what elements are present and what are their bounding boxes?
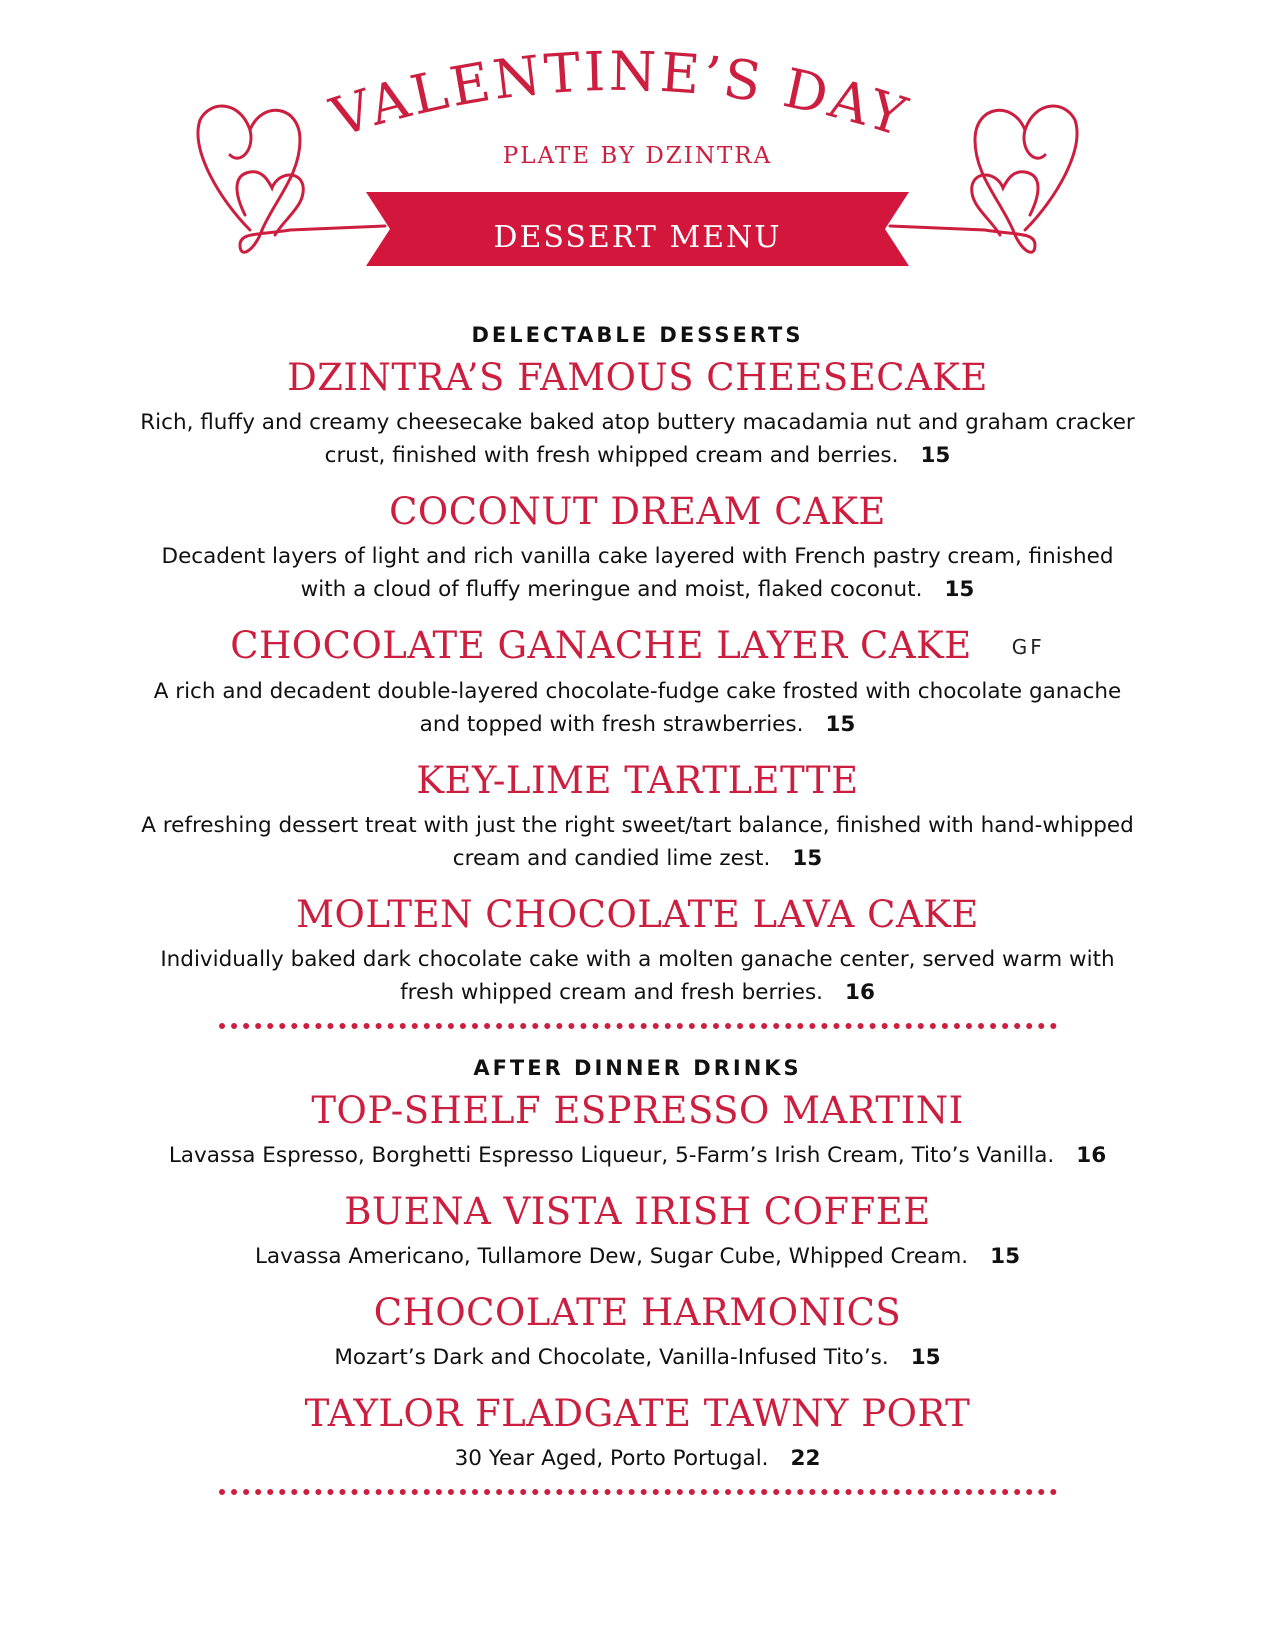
menu-item	[0, 620, 1275, 741]
item-price: 22	[790, 1446, 821, 1471]
menu-content	[0, 318, 1275, 1495]
drinks-section	[0, 1051, 1275, 1475]
menu-item	[0, 1085, 1275, 1172]
item-price: 15	[920, 443, 951, 468]
item-description	[138, 809, 1138, 875]
dotted-divider	[219, 1489, 1057, 1495]
item-price: 15	[944, 577, 975, 602]
item-description	[138, 1442, 1138, 1475]
item-desc-text: Decadent layers of light and rich vanilla cake layered with French pastry cream, finished with a cloud of fluffy meringue and moist, flaked coconut.	[161, 544, 1114, 602]
menu-item	[0, 755, 1275, 875]
item-desc-text: Lavassa Espresso, Borghetti Espresso Liqueur, 5-Farm’s Irish Cream, Tito’s Vanilla.	[168, 1143, 1055, 1168]
item-price: 15	[792, 846, 823, 871]
banner-label: DESSERT MENU	[493, 220, 782, 255]
item-desc-text: Mozart’s Dark and Chocolate, Vanilla-Infused Tito’s.	[334, 1345, 889, 1370]
item-description	[138, 540, 1138, 606]
item-description	[138, 406, 1138, 472]
item-desc-text: A rich and decadent double-layered chocolate-fudge cake frosted with chocolate ganache and topped with fresh strawberries.	[153, 679, 1122, 737]
item-description	[138, 675, 1138, 741]
item-desc-text: Lavassa Americano, Tullamore Dew, Sugar Cube, Whipped Cream.	[254, 1244, 969, 1269]
item-description	[88, 1139, 1188, 1172]
menu-item	[0, 352, 1275, 472]
item-name: BUENA VISTA IRISH COFFEE	[344, 1190, 931, 1233]
section-title: DELECTABLE DESSERTS	[471, 323, 804, 347]
menu-item	[0, 486, 1275, 606]
item-price: 16	[1076, 1143, 1107, 1168]
item-name: TAYLOR FLADGATE TAWNY PORT	[304, 1392, 971, 1435]
item-price: 16	[844, 980, 875, 1005]
item-name: CHOCOLATE HARMONICS	[373, 1291, 902, 1334]
item-name: KEY-LIME TARTLETTE	[416, 759, 859, 802]
item-name: DZINTRA’S FAMOUS CHEESECAKE	[287, 356, 988, 399]
menu-header	[0, 0, 1275, 300]
item-name	[0, 620, 1275, 673]
menu-title: VALENTINE’S DAY	[323, 39, 917, 150]
menu-item	[0, 889, 1275, 1009]
dotted-divider	[219, 1023, 1057, 1029]
item-desc-text: Rich, fluffy and creamy cheesecake baked atop buttery macadamia nut and graham cracker crust, finished with fresh whipped cream and berries.	[140, 410, 1135, 468]
section-title: AFTER DINNER DRINKS	[473, 1056, 802, 1080]
item-price: 15	[910, 1345, 941, 1370]
item-desc-text: Individually baked dark chocolate cake with a molten ganache center, served warm with fresh whipped cream and fresh berries.	[160, 947, 1115, 1005]
item-name: MOLTEN CHOCOLATE LAVA CAKE	[296, 893, 979, 936]
item-desc-text: A refreshing dessert treat with just the right sweet/tart balance, finished with hand-whipped cream and candied lime zest.	[141, 813, 1134, 871]
item-description	[138, 1240, 1138, 1273]
item-description	[138, 943, 1138, 1009]
item-name-text: CHOCOLATE GANACHE LAYER CAKE	[230, 624, 972, 667]
item-name: COCONUT DREAM CAKE	[389, 490, 886, 533]
desserts-section	[0, 318, 1275, 1009]
gluten-free-tag: GF	[1011, 635, 1045, 659]
menu-item	[0, 1186, 1275, 1273]
item-desc-text: 30 Year Aged, Porto Portugal.	[454, 1446, 769, 1471]
menu-subtitle: PLATE BY DZINTRA	[502, 143, 773, 169]
menu-item	[0, 1287, 1275, 1374]
right-hearts-icon	[890, 106, 1077, 252]
item-description	[138, 1341, 1138, 1374]
item-price: 15	[825, 712, 856, 737]
menu-item	[0, 1388, 1275, 1475]
item-name: TOP-SHELF ESPRESSO MARTINI	[311, 1089, 964, 1132]
item-price: 15	[990, 1244, 1021, 1269]
